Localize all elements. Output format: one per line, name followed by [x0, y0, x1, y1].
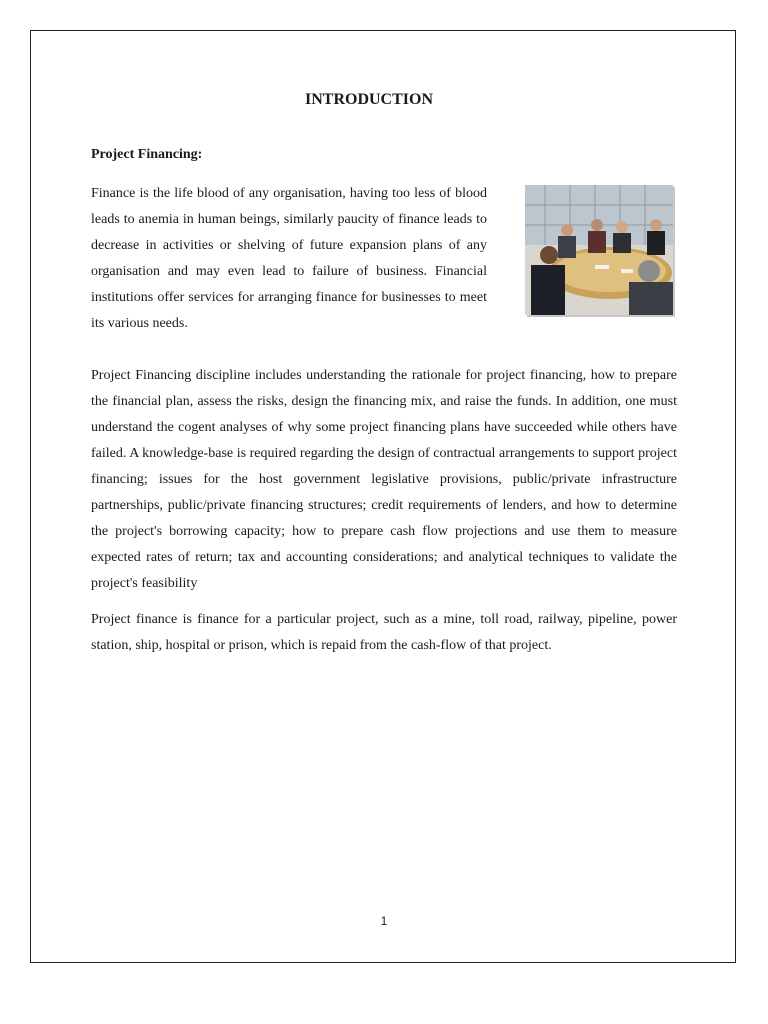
intro-block — [60, 181, 678, 337]
paragraph-intro: Finance is the life blood of any organisation, having too less of blood leads to anemia in human beings, similarly paucity of finance leads to decrease in activities or shelving of future expansion plans of any organisation and may even lead to failure of business. Financial institutions offer services for arranging finance for businesses to meet its various needs. — [91, 186, 487, 331]
paragraph-discipline: Project Financing discipline includes understanding the rationale for project financing, how to prepare the financial plan, assess the risks, design the financing mix, and raise the funds. In addition, one must understand the cogent analyses of why some project financing plans have succeeded while others have failed. A knowledge-base is required regarding the design of contractual arrangements to support project financing; issues for the host government legislative provisions, public/private infrastructure partnerships, public/private financing structures; credit requirements of lenders, and how to determine the project's borrowing capacity; how to prepare cash flow projections and use them to measure expected rates of return; tax and accounting considerations; and analytical techniques to validate the project's feasibility — [91, 368, 677, 591]
document-body — [60, 60, 678, 659]
page-number: 1 — [380, 914, 388, 928]
meeting-photo — [525, 185, 673, 315]
page-title: INTRODUCTION — [304, 91, 433, 108]
paragraph-definition: Project finance is finance for a particular project, such as a mine, toll road, railway, pipeline, power station, ship, hospital or prison, which is repaid from the cash-flow of that project. — [91, 612, 677, 653]
section-heading: Project Financing: — [91, 147, 203, 162]
